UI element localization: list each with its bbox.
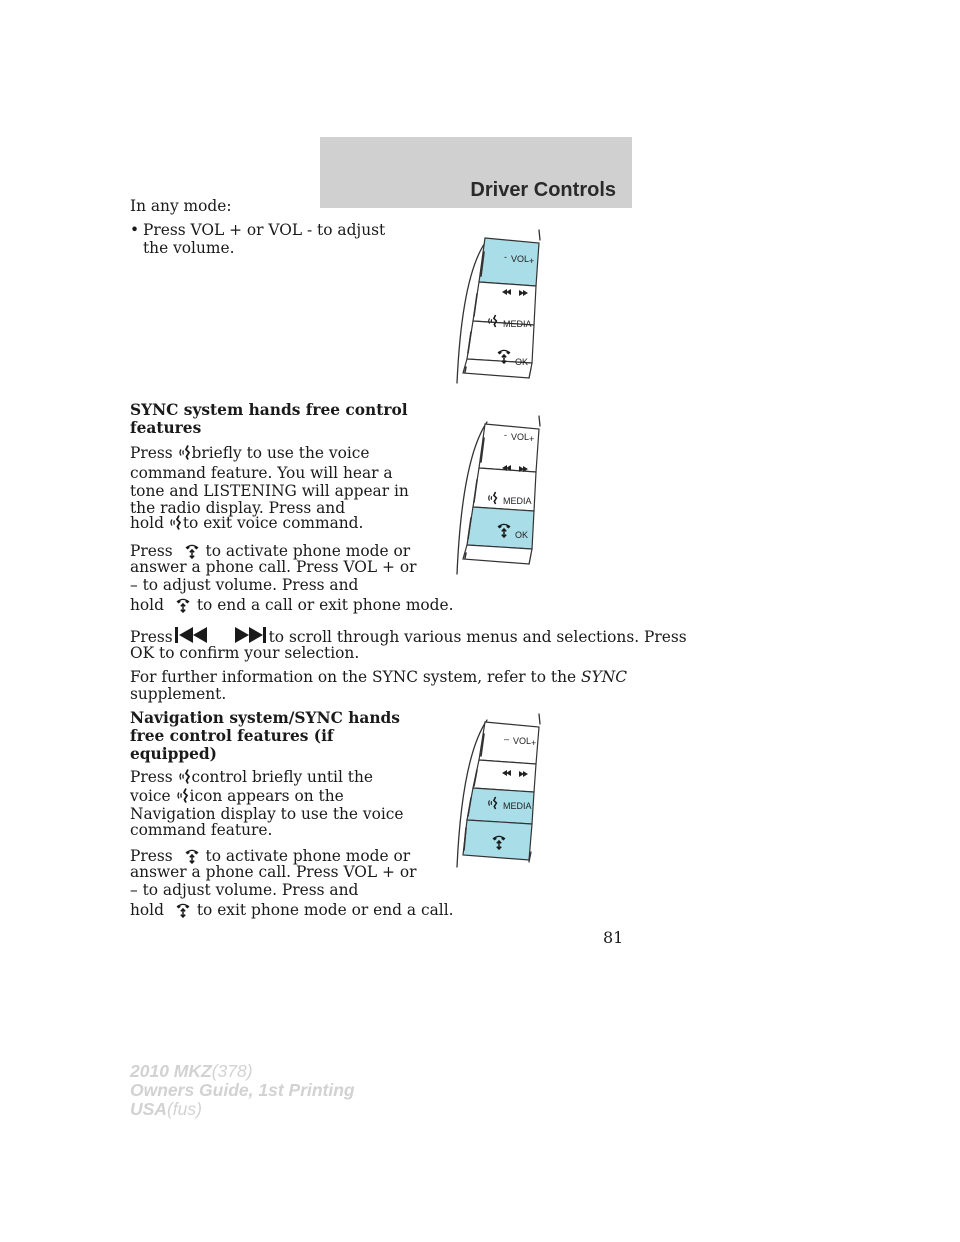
text-run: hold bbox=[130, 901, 164, 919]
nav-heading-line-1: Navigation system/SYNC hands bbox=[130, 709, 400, 727]
footer bbox=[130, 1062, 355, 1119]
sync-p2-line-4 bbox=[130, 595, 454, 615]
media-label: MEDIA bbox=[503, 319, 532, 329]
any-mode-label: In any mode: bbox=[130, 197, 232, 215]
footer-line-3 bbox=[130, 1100, 355, 1119]
vol-minus-label: - bbox=[504, 252, 507, 262]
text-run: briefly to use the voice bbox=[191, 444, 370, 462]
steering-controls-figure-nav bbox=[453, 712, 553, 872]
media-label: MEDIA bbox=[503, 801, 532, 811]
vol-label: VOL bbox=[511, 432, 530, 442]
text-run: Press bbox=[130, 847, 173, 865]
nav-p1-line-1 bbox=[130, 768, 373, 787]
voice-icon bbox=[178, 444, 192, 461]
nav-p2-line-3: – to adjust volume. Press and bbox=[130, 881, 359, 899]
text-run: to activate phone mode or bbox=[205, 542, 411, 560]
text-run: Press bbox=[130, 628, 173, 646]
text-run: hold bbox=[130, 596, 164, 614]
text-run: voice bbox=[130, 787, 171, 805]
text-run: to exit voice command. bbox=[182, 514, 364, 532]
nav-p1-line-4: command feature. bbox=[130, 821, 273, 839]
nav-p1-line-3: Navigation display to use the voice bbox=[130, 805, 404, 823]
sync-p1-line-4: the radio display. Press and bbox=[130, 499, 346, 517]
steering-controls-figure-vol bbox=[453, 228, 553, 388]
text-run: (378) bbox=[211, 1061, 253, 1081]
phone-icon bbox=[173, 595, 193, 613]
text-run: hold bbox=[130, 514, 164, 532]
text-run: (fus) bbox=[166, 1099, 202, 1119]
sync-supplement-title: SYNC bbox=[581, 668, 627, 686]
any-mode-bullet-line-2: the volume. bbox=[143, 239, 235, 257]
text-run: to exit phone mode or end a call. bbox=[196, 901, 454, 919]
voice-icon bbox=[169, 514, 183, 531]
page-number: 81 bbox=[603, 928, 624, 947]
sync-p4-line-1 bbox=[130, 669, 627, 687]
phone-icon bbox=[182, 846, 202, 864]
section-title: Driver Controls bbox=[470, 179, 616, 201]
text-run: Press bbox=[130, 444, 173, 462]
text-run: For further information on the SYNC system, refer to the bbox=[130, 668, 577, 686]
nav-p1-line-2 bbox=[130, 787, 344, 806]
text-run: to end a call or exit phone mode. bbox=[196, 596, 454, 614]
vol-plus-label: + bbox=[529, 256, 535, 266]
media-label: MEDIA bbox=[503, 496, 532, 506]
seek-buttons-icon bbox=[173, 625, 269, 645]
sync-p3-line-2: OK to confirm your selection. bbox=[130, 644, 360, 662]
vol-minus-label: - bbox=[504, 430, 507, 440]
sync-heading-line-2: features bbox=[130, 419, 202, 437]
text-run: USA bbox=[130, 1099, 167, 1119]
any-mode-bullet-line-1: Press VOL + or VOL - to adjust bbox=[143, 221, 386, 239]
text-run: to scroll through various menus and selections. Press bbox=[268, 628, 687, 646]
text-run: to activate phone mode or bbox=[205, 847, 411, 865]
phone-icon bbox=[182, 541, 202, 559]
text-run: Press bbox=[130, 768, 173, 786]
sync-p2-line-3: – to adjust volume. Press and bbox=[130, 576, 359, 594]
vol-label: VOL bbox=[513, 736, 532, 746]
text-run: 2010 MKZ bbox=[130, 1061, 212, 1081]
voice-icon bbox=[178, 768, 192, 785]
bullet-marker: • bbox=[130, 221, 140, 239]
vol-plus-label: + bbox=[531, 738, 537, 748]
sync-heading-line-1: SYNC system hands free control bbox=[130, 401, 408, 419]
sync-p1-line-3: tone and LISTENING will appear in bbox=[130, 482, 409, 500]
steering-controls-figure-phone bbox=[453, 414, 553, 584]
ok-label: OK bbox=[515, 357, 529, 367]
text-run: control briefly until the bbox=[191, 768, 373, 786]
phone-icon bbox=[173, 900, 193, 918]
nav-heading-line-3: equipped) bbox=[130, 745, 217, 763]
sync-p1-line-2: command feature. You will hear a bbox=[130, 464, 393, 482]
nav-p2-line-4 bbox=[130, 900, 454, 920]
ok-label: OK bbox=[515, 530, 529, 540]
voice-icon bbox=[176, 787, 190, 804]
nav-heading-line-2: free control features (if bbox=[130, 727, 334, 745]
sync-p4-line-2: supplement. bbox=[130, 685, 227, 703]
sync-p1-line-5 bbox=[130, 514, 363, 533]
vol-minus-label: – bbox=[504, 734, 510, 744]
vol-plus-label: + bbox=[529, 434, 535, 444]
nav-p2-line-2: answer a phone call. Press VOL + or bbox=[130, 863, 417, 881]
text-run: icon appears on the bbox=[189, 787, 344, 805]
header-band bbox=[320, 137, 632, 208]
vol-label: VOL bbox=[511, 254, 530, 264]
sync-p2-line-2: answer a phone call. Press VOL + or bbox=[130, 558, 417, 576]
footer-line-2: Owners Guide, 1st Printing bbox=[130, 1080, 355, 1100]
sync-p1-line-1 bbox=[130, 444, 370, 463]
footer-line-1 bbox=[130, 1062, 355, 1081]
text-run: Press bbox=[130, 542, 173, 560]
